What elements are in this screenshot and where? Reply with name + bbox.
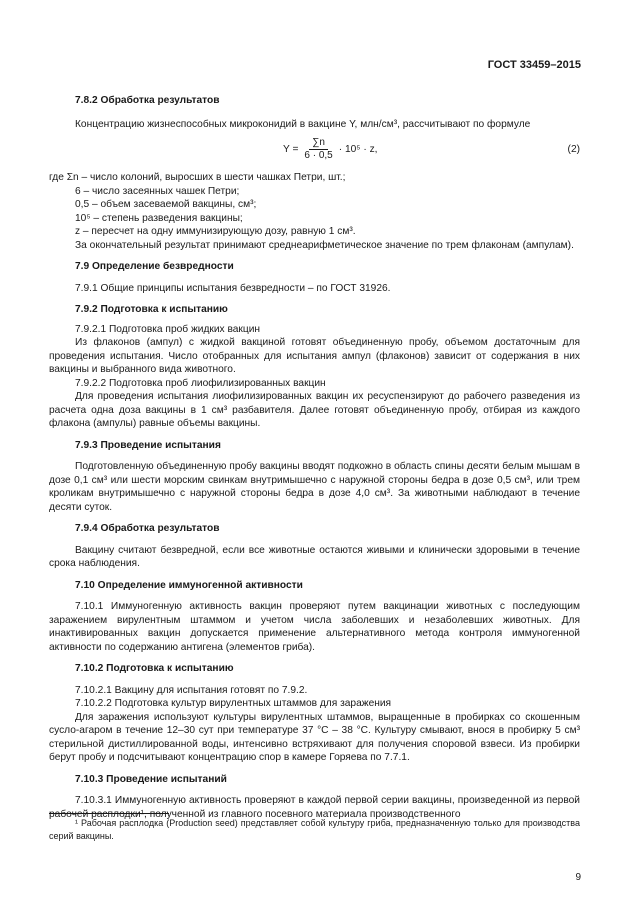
paragraph-7-9-3: Подготовленную объединенную пробу вакцины вводят подкожно в область спины десяти белым мышам в дозе 0,1 см³ или шести морским свинкам внутримышечно с наружной стороны бедра в дозе 0,5 см³, или трем кроликам внутримышечно с наружной стороны бедра в дозе 4,0 см³. За животными наблюдают в течение десяти суток. (49, 461, 580, 513)
where-item: 6 – число засеянных чашек Петри; (75, 185, 240, 197)
paragraph-7-9-2-1: Из флаконов (ампул) с жидкой вакциной готовят объединенную пробу, объемом достаточным для проведения испытания. Число отобранных для испытания ампул (флаконов) зависит от содержания в них вакцины и выбранного вида животного. (49, 337, 580, 375)
footnote-divider (49, 813, 169, 814)
section-heading-7-9: 7.9 Определение безвредности (75, 261, 234, 272)
paragraph-7-9-1: 7.9.1 Общие принципы испытания безвредности – по ГОСТ 31926. (75, 282, 391, 294)
paragraph-concentration: Концентрацию жизнеспособных микроконидий в вакцине Y, млн/см³, рассчитывают по формуле (75, 118, 531, 130)
formula-numerator: ∑n (309, 137, 328, 150)
paragraph-final-result: За окончательный результат принимают среднеарифметическое значение по трем флаконам (ампулам). (75, 239, 574, 251)
formula-denominator: 6 · 0,5 (304, 150, 333, 161)
formula-rhs: · 10⁵ · z, (338, 143, 378, 155)
where-item: 10⁵ – степень разведения вакцины; (75, 212, 243, 224)
section-heading-7-10-2: 7.10.2 Подготовка к испытанию (75, 663, 234, 674)
formula-fraction (301, 137, 335, 162)
paragraph-7-9-2-2: Для проведения испытания лиофилизированных вакцин их ресуспензируют до рабочего разведения из расчета одна доза вакцины в 1 см³ разбавителя. Далее готовят объединенную пробу, отбирая из каждого флакона (ампулы) равные объемы вакцины. (49, 391, 580, 429)
section-heading-7-8-2: 7.8.2 Обработка результатов (75, 95, 220, 106)
paragraph-7-9-2-2-title: 7.9.2.2 Подготовка проб лиофилизированных вакцин (75, 377, 326, 389)
paragraph-7-9-2-1-title: 7.9.2.1 Подготовка проб жидких вакцин (75, 323, 261, 335)
section-heading-7-10-3: 7.10.3 Проведение испытаний (75, 773, 227, 785)
paragraph-7-10-2-1: 7.10.2.1 Вакцину для испытания готовят по 7.9.2. (75, 684, 308, 696)
paragraph-7-10-1: 7.10.1 Иммуногенную активность вакцин проверяют путем вакцинации животных с последующим заражением вирулентным штаммом и учетом числа заболевших и незаболевших животных. Для инактивированных вакцин допускается применение альтернативного метода контроля иммуногенной активности по содержанию антигена (элементов гриба). (49, 601, 580, 653)
paragraph-7-10-2-2: Для заражения используют культуры вирулентных штаммов, выращенные в пробирках со скошенным сусло-агаром в течение 12–30 сут при температуре 37 °C – 38 °C. Культуру смывают, внося в пробирку 5 см³ стерильной дистиллированной воды, интенсивно встряхивают для получения споровой взвеси. Из пробирки берут пробу и подсчитывают концентрацию спор в камере Горяева по 7.7.1. (49, 711, 580, 763)
where-text: где Σn – число колоний, выросших в шести чашках Петри, шт.; (49, 172, 346, 183)
footnote-text: ¹ Рабочая расплодка (Production seed) представляет собой культуру гриба, предназначенную только для производства серий вакцины. (49, 818, 580, 841)
formula-2 (49, 135, 580, 165)
paragraph-7-10-2-2-title: 7.10.2.2 Подготовка культур вирулентных штаммов для заражения (75, 698, 392, 709)
formula-where (23, 171, 580, 185)
section-heading-7-9-4: 7.9.4 Обработка результатов (75, 523, 220, 534)
formula-number: (2) (567, 144, 580, 155)
where-item: z – пересчет на одну иммунизирующую дозу, равную 1 см³. (75, 226, 356, 237)
page-number: 9 (575, 872, 581, 883)
where-item: 0,5 – объем засеваемой вакцины, см³; (75, 199, 257, 210)
standard-code: ГОСТ 33459–2015 (487, 59, 581, 71)
document-body (49, 94, 580, 821)
section-heading-7-9-2: 7.9.2 Подготовка к испытанию (75, 304, 228, 315)
section-heading-7-10: 7.10 Определение иммуногенной активности (75, 579, 303, 591)
formula-lhs: Y = (283, 143, 299, 155)
paragraph-7-9-4: Вакцину считают безвредной, если все животные остаются живыми и клинически здоровыми в течение срока наблюдения. (49, 544, 580, 569)
footnote (49, 817, 580, 842)
paragraph-7-10-3-1: 7.10.3.1 Иммуногенную активность проверяют в каждой первой серии вакцины, произведенной из первой рабочей расплодки¹, полученной из главного посевного материала производственного (49, 795, 580, 820)
section-heading-7-9-3: 7.9.3 Проведение испытания (75, 439, 221, 451)
